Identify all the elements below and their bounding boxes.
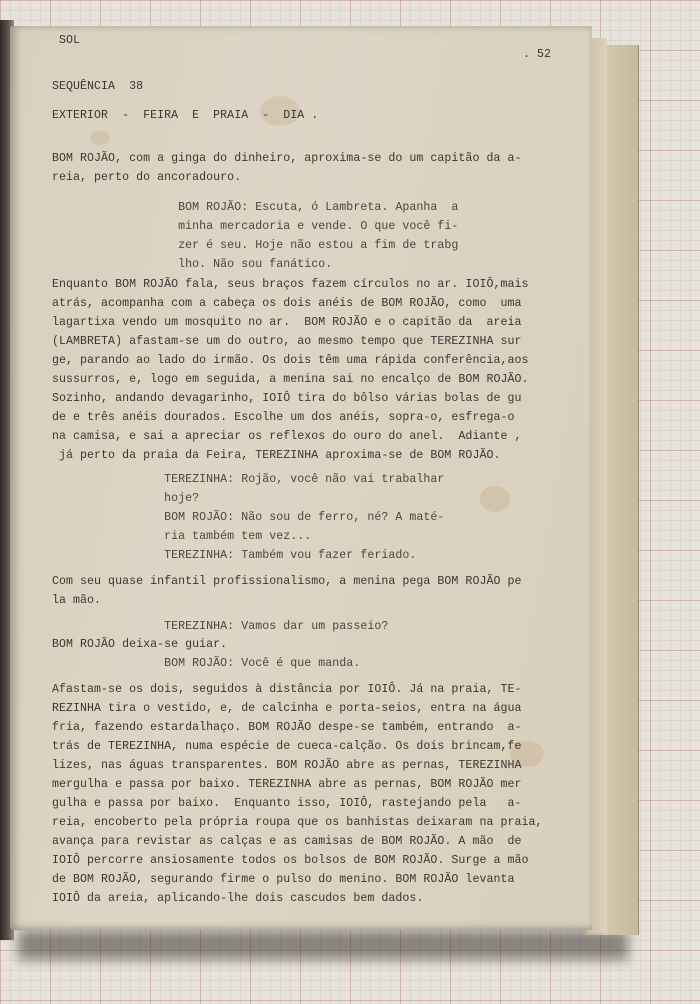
paper-stain (90, 131, 110, 145)
script-line: ge, parando ao lado do irmão. Os dois têm uma rápida conferência,aos (52, 354, 529, 367)
script-line: IOIÔ percorre ansiosamente todos os bolsos de BOM ROJÃO. Surge a mão (52, 854, 529, 867)
script-line: já perto da praia da Feira, TEREZINHA aproxima-se de BOM ROJÃO. (52, 449, 501, 462)
sequence-setting: EXTERIOR - FEIRA E PRAIA - DIA . (52, 109, 319, 122)
dialogue-line: lho. Não sou fanático. (52, 258, 333, 271)
script-line: trás de TEREZINHA, numa espécie de cueca-calção. Os dois brincam,fe (52, 740, 522, 753)
script-line: lizes, nas águas transparentes. BOM ROJÃO abre as pernas, TEREZINHA (52, 759, 522, 772)
dialogue-line: hoje? (52, 492, 200, 505)
script-line: (LAMBRETA) afastam-se um do outro, ao mesmo tempo que TEREZINHA sur (52, 335, 522, 348)
script-line: na camisa, e sai a apreciar os reflexos do ouro do anel. Adiante , (52, 430, 522, 443)
script-line: BOM ROJÃO, com a ginga do dinheiro, aproxima-se do um capitão da a- (52, 152, 522, 165)
dialogue-line: TEREZINHA: Também vou fazer feriado. (52, 549, 417, 562)
script-line: fria, fazendo estardalhaço. BOM ROJÃO despe-se também, entrando a- (52, 721, 522, 734)
script-line: BOM ROJÃO deixa-se guiar. (52, 638, 228, 651)
script-line: la mão. (52, 594, 102, 607)
script-line: Com seu quase infantil profissionalismo, a menina pega BOM ROJÃO pe (52, 575, 522, 588)
dialogue-line: TEREZINHA: Vamos dar um passeio? (52, 620, 389, 633)
script-line: IOIÔ da areia, aplicando-lhe dois cascudos bem dados. (52, 892, 424, 905)
dialogue-line: minha mercadoria e vende. O que você fi- (52, 220, 459, 233)
script-line: lagartixa vendo um mosquito no ar. BOM ROJÃO e o capitão da areia (52, 316, 522, 329)
page-shadow (18, 930, 628, 960)
script-line: Afastam-se os dois, seguidos à distância por IOIÔ. Já na praia, TE- (52, 683, 522, 696)
script-line: atrás, acompanha com a cabeça os dois anéis de BOM ROJÃO, como uma (52, 297, 522, 310)
script-line: gulha e passa por baixo. Enquanto isso, IOIÔ, rastejando pela a- (52, 797, 522, 810)
dialogue-line: ria também tem vez... (52, 530, 312, 543)
typewritten-page (10, 26, 592, 930)
script-line: avança para revistar as calças e as camisas de BOM ROJÃO. A mão de (52, 835, 522, 848)
script-line: Sozinho, andando devagarinho, IOIÔ tira do bôlso várias bolas de gu (52, 392, 522, 405)
dialogue-line: BOM ROJÃO: Você é que manda. (52, 657, 361, 670)
script-line: mergulha e passa por baixo. TEREZINHA abre as pernas, BOM ROJÃO mer (52, 778, 522, 791)
dialogue-line: TEREZINHA: Rojão, você não vai trabalhar (52, 473, 445, 486)
dialogue-line: zer é seu. Hoje não estou a fim de trabg (52, 239, 459, 252)
script-title: SOL (59, 34, 81, 47)
sequence-number: SEQUÊNCIA 38 (52, 80, 144, 93)
script-line: REZINHA tira o vestido, e, de calcinha e porta-seios, entra na água (52, 702, 522, 715)
script-line: sussurros, e, logo em seguida, a menina sai no encalço de BOM ROJÃO. (52, 373, 529, 386)
dialogue-line: BOM ROJÃO: Escuta, ó Lambreta. Apanha a (52, 201, 459, 214)
script-line: de e três anéis dourados. Escolhe um dos anéis, sopra-o, esfrega-o (52, 411, 515, 424)
script-line: de BOM ROJÃO, segurando firme o pulso do menino. BOM ROJÃO levanta (52, 873, 515, 886)
page-number: . 52 (523, 48, 552, 61)
dialogue-line: BOM ROJÃO: Não sou de ferro, né? A maté- (52, 511, 445, 524)
script-line: Enquanto BOM ROJÃO fala, seus braços fazem círculos no ar. IOIÔ,mais (52, 278, 529, 291)
script-line: reia, perto do ancoradouro. (52, 171, 242, 184)
script-line: reia, encoberto pela própria roupa que os banhistas deixaram na praia, (52, 816, 543, 829)
